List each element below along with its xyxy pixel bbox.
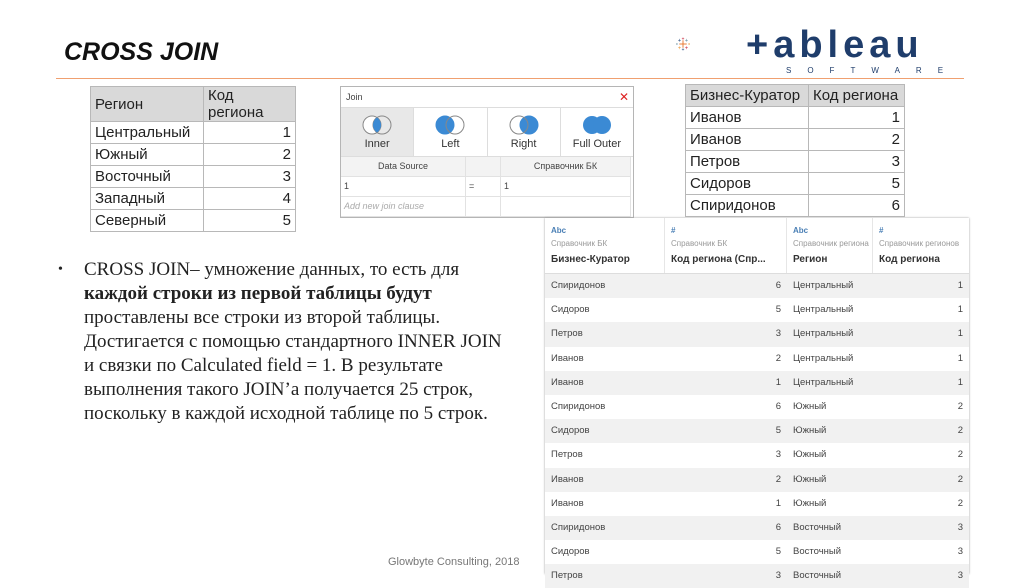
result-cell: 2	[775, 473, 781, 485]
result-cell: 3	[957, 546, 963, 558]
result-cell: Иванов	[551, 376, 584, 388]
table-row	[545, 347, 969, 371]
slide-title: CROSS JOIN	[64, 38, 219, 66]
table-row	[545, 419, 969, 443]
table-row	[545, 322, 969, 346]
result-cell: Петров	[551, 328, 583, 340]
close-icon[interactable]: ✕	[618, 90, 629, 104]
result-data-grid	[545, 218, 969, 582]
logo-subtitle: SOFTWARE	[786, 66, 960, 75]
result-cell: 3	[775, 449, 781, 461]
table-row	[545, 395, 969, 419]
result-cell: 2	[775, 352, 781, 364]
result-cell: Восточный	[793, 570, 842, 582]
table-row	[545, 564, 969, 588]
table-row	[545, 492, 969, 516]
result-cell: 5	[775, 546, 781, 558]
result-cell: 1	[957, 376, 963, 388]
join-type-left[interactable]	[414, 108, 487, 156]
join-dialog-header	[341, 87, 633, 108]
table-row	[545, 443, 969, 467]
join-dialog	[340, 86, 634, 218]
result-cell: 6	[775, 400, 781, 412]
venn-left-icon	[433, 114, 467, 136]
title-divider	[56, 78, 964, 79]
result-cell: Центральный	[793, 352, 854, 364]
join-clause-grid	[341, 157, 633, 217]
result-cell: Южный	[793, 400, 827, 412]
result-body	[545, 274, 969, 588]
bullet-marker: •	[58, 262, 63, 277]
column-source: Справочник БК	[671, 239, 728, 248]
column-name: Бизнес-Куратор	[551, 254, 630, 265]
curators-cell: Спиридонов	[686, 195, 809, 217]
result-cell: 2	[957, 425, 963, 437]
result-cell: 6	[775, 280, 781, 291]
bullet-text	[62, 258, 512, 426]
result-cell: Петров	[551, 570, 583, 582]
footer-text: Glowbyte Consulting, 2018	[388, 556, 520, 568]
regions-table	[90, 86, 296, 232]
curators-cell: 3	[809, 151, 905, 173]
join-grid-empty	[466, 197, 501, 217]
result-cell: Центральный	[793, 376, 854, 388]
venn-full-outer-icon	[580, 114, 614, 136]
curators-cell: Петров	[686, 151, 809, 173]
result-cell: Сидоров	[551, 425, 590, 437]
venn-right-icon	[507, 114, 541, 136]
result-cell: 1	[957, 304, 963, 316]
curators-header-curator: Бизнес-Куратор	[686, 85, 809, 107]
result-cell: 1	[775, 497, 781, 509]
curators-cell: 5	[809, 173, 905, 195]
result-cell: 3	[775, 328, 781, 340]
result-cell: Спиридонов	[551, 521, 606, 533]
bullet-text-bold: каждой строки из первой таблицы будут	[84, 283, 432, 304]
join-type-label: Left	[441, 138, 460, 150]
result-cell: Южный	[793, 473, 827, 485]
regions-header-code: Код региона	[204, 87, 296, 122]
result-cell: 2	[957, 400, 963, 412]
regions-cell: Восточный	[91, 166, 204, 188]
join-type-inner[interactable]	[341, 108, 414, 156]
join-clause-right-field[interactable]: 1	[501, 177, 631, 197]
string-type-icon: Abc	[793, 226, 809, 235]
curators-header-code: Код региона	[809, 85, 905, 107]
bullet-text-part1: CROSS JOIN– умножение данных, то есть для	[84, 259, 460, 280]
bullet-paragraph	[58, 258, 512, 426]
result-cell: Иванов	[551, 497, 584, 509]
result-cell: 1	[957, 328, 963, 340]
join-grid-empty	[501, 197, 631, 217]
column-source: Справочник БК	[551, 239, 608, 248]
join-type-label: Full Outer	[572, 138, 622, 150]
regions-cell: Северный	[91, 210, 204, 232]
logo-wordmark: +ableau	[746, 24, 924, 66]
join-type-full-outer[interactable]	[561, 108, 633, 156]
curators-cell: Иванов	[686, 129, 809, 151]
result-cell: Центральный	[793, 304, 854, 316]
table-row	[545, 371, 969, 395]
result-cell: Восточный	[793, 521, 842, 533]
result-cell: 2	[957, 449, 963, 461]
column-name: Код региона (Спр...	[671, 254, 766, 265]
regions-cell: 4	[204, 188, 296, 210]
result-cell: 3	[957, 521, 963, 533]
add-join-clause[interactable]: Add new join clause	[341, 197, 466, 217]
join-grid-header-op	[466, 157, 501, 177]
result-cell: Иванов	[551, 352, 584, 364]
bullet-text-part2: проставлены все строки из второй таблицы. Достигается с помощью стандартного INNER JOIN и связки по Calculated field = 1. В результате выполнения такого JOIN’a получается 25 строк, поскольку в каждой исходной таблице по 5 строк.	[84, 307, 502, 424]
result-cell: 2	[957, 473, 963, 485]
result-cell: 5	[775, 425, 781, 437]
result-cell: Иванов	[551, 473, 584, 485]
curators-cell: 2	[809, 129, 905, 151]
join-grid-header-left: Data Source	[341, 157, 466, 177]
join-type-label: Inner	[364, 138, 390, 150]
venn-inner-icon	[360, 114, 394, 136]
number-type-icon: #	[879, 226, 884, 235]
result-cell: 1	[957, 352, 963, 364]
curators-table	[685, 84, 905, 217]
result-cell: Сидоров	[551, 304, 590, 316]
result-cell: Сидоров	[551, 546, 590, 558]
result-column-header[interactable]	[873, 218, 969, 273]
regions-header-region: Регион	[91, 87, 204, 122]
result-cell: 3	[957, 570, 963, 582]
column-source: Справочник регионов	[879, 239, 960, 248]
curators-cell: Иванов	[686, 107, 809, 129]
table-row	[545, 516, 969, 540]
result-header	[545, 218, 969, 274]
result-column-header[interactable]	[787, 218, 873, 273]
result-cell: Петров	[551, 449, 583, 461]
regions-cell: 3	[204, 166, 296, 188]
join-type-label: Right	[510, 138, 537, 150]
regions-cell: 1	[204, 122, 296, 144]
join-dialog-title: Join	[346, 92, 363, 102]
result-cell: 1	[957, 280, 963, 291]
column-name: Регион	[793, 254, 828, 265]
result-cell: Южный	[793, 449, 827, 461]
tableau-logo-icon	[676, 14, 746, 74]
result-cell: Спиридонов	[551, 400, 606, 412]
result-cell: Центральный	[793, 328, 854, 340]
column-name: Код региона	[879, 254, 940, 265]
result-cell: 5	[775, 304, 781, 316]
curators-cell: 6	[809, 195, 905, 217]
join-grid-header-right: Справочник БК	[501, 157, 631, 177]
result-cell: Центральный	[793, 280, 854, 291]
regions-cell: Центральный	[91, 122, 204, 144]
join-clause-left-field[interactable]: 1	[341, 177, 466, 197]
result-cell: 1	[775, 376, 781, 388]
result-column-header[interactable]	[545, 218, 665, 273]
result-cell: 6	[775, 521, 781, 533]
result-cell: 2	[957, 497, 963, 509]
result-cell: Южный	[793, 497, 827, 509]
result-cell: Южный	[793, 425, 827, 437]
result-cell: 3	[775, 570, 781, 582]
string-type-icon: Abc	[551, 226, 567, 235]
curators-cell: 1	[809, 107, 905, 129]
join-clause-operator[interactable]: =	[466, 177, 501, 197]
table-row	[545, 540, 969, 564]
table-row	[545, 468, 969, 492]
result-cell: Восточный	[793, 546, 842, 558]
number-type-icon: #	[671, 226, 676, 235]
join-type-right[interactable]	[488, 108, 561, 156]
result-column-header[interactable]	[665, 218, 787, 273]
regions-cell: Южный	[91, 144, 204, 166]
regions-cell: 5	[204, 210, 296, 232]
table-row	[545, 298, 969, 322]
curators-cell: Сидоров	[686, 173, 809, 195]
regions-cell: 2	[204, 144, 296, 166]
regions-cell: Западный	[91, 188, 204, 210]
table-row	[545, 274, 969, 298]
result-cell: Спиридонов	[551, 280, 606, 291]
join-type-selector	[341, 108, 633, 157]
column-source: Справочник региона	[793, 239, 869, 248]
